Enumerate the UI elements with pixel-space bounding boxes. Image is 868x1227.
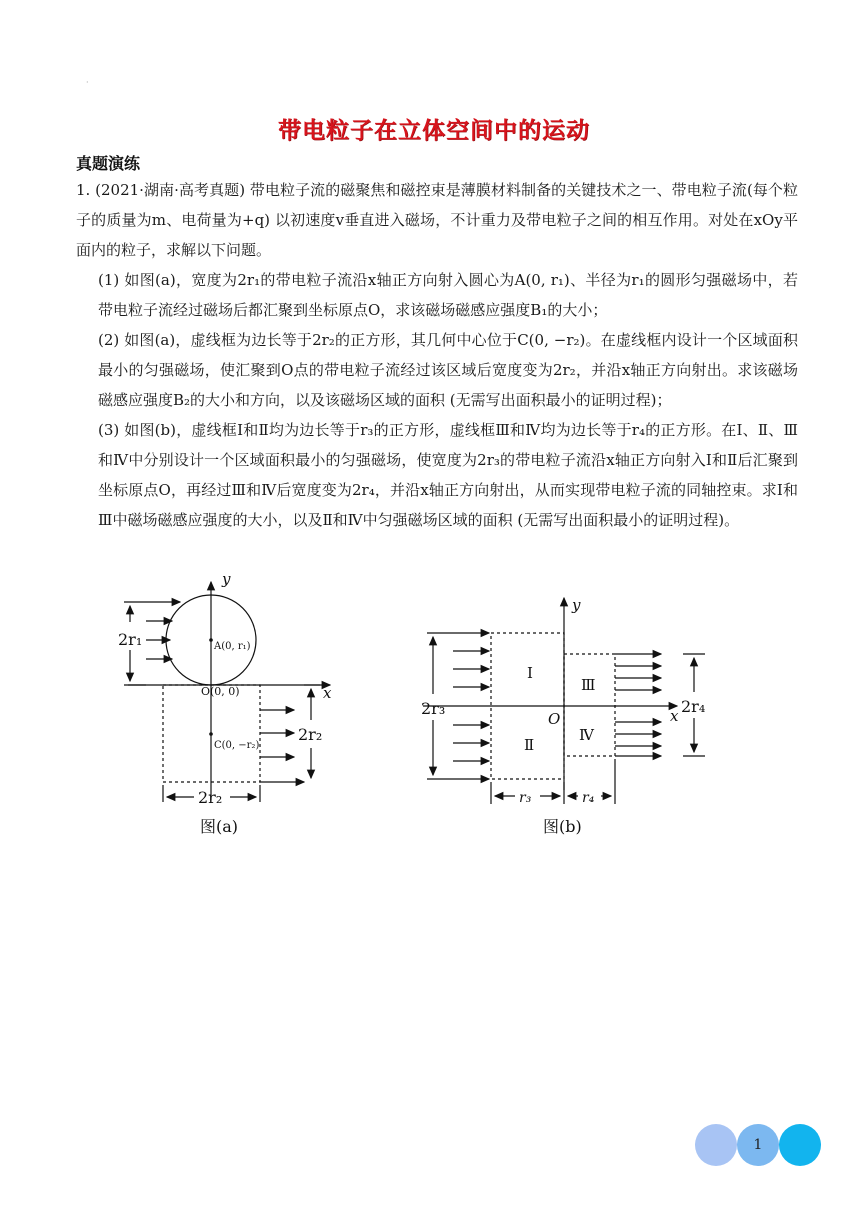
y-label-a: y <box>222 570 231 588</box>
figure-a <box>108 570 358 845</box>
region-1-label: Ⅰ <box>527 664 533 682</box>
dim-r4: r₄ <box>582 790 595 806</box>
origin-label-a: O(0, 0) <box>201 685 240 698</box>
question-number: 1. <box>76 181 91 199</box>
dim-r3: r₃ <box>519 790 532 806</box>
caption-b: 图(b) <box>543 817 582 836</box>
question-part-1: (1) 如图(a)，宽度为2r₁的带电粒子流沿x轴正方向射入圆心为A(0, r₁)、半径为r₁的圆形匀强磁场中，若带电粒子流经过磁场后都汇聚到坐标原点O，求该磁场磁感应强度B₁的大小； <box>98 271 798 319</box>
dim-2r3: 2r₃ <box>421 699 446 718</box>
x-label-a: x <box>323 684 332 702</box>
dim-2r2-bottom: 2r₂ <box>198 788 223 807</box>
point-c-label: C(0, −r₂) <box>214 740 260 751</box>
question-part-3: (3) 如图(b)，虚线框Ⅰ和Ⅱ均为边长等于r₃的正方形，虚线框Ⅲ和Ⅳ均为边长等于r₄的正方形。在Ⅰ、Ⅱ、Ⅲ和Ⅳ中分别设计一个区域面积最小的匀强磁场，使宽度为2r₃的带电粒子流沿x轴正方向射入Ⅰ和Ⅱ后汇聚到坐标原点O，再经过Ⅲ和Ⅳ后宽度变为2r₄，并沿x轴正方向射出，从而实现带电粒子流的同轴控束。求Ⅰ和Ⅲ中磁场磁感应强度的大小，以及Ⅱ和Ⅳ中匀强磁场区域的面积 (无需写出面积最小的证明过程)。 <box>98 421 798 529</box>
page-badge <box>695 1122 823 1168</box>
badge-dot-left <box>695 1124 737 1166</box>
page-title: 带电粒子在立体空间中的运动 <box>278 118 590 144</box>
dim-2r1: 2r₁ <box>118 630 143 649</box>
region-3-label: Ⅲ <box>581 676 596 694</box>
figure-b <box>415 590 715 845</box>
page-number: 1 <box>753 1137 763 1153</box>
question-intro <box>76 175 798 265</box>
region-4-label: Ⅳ <box>579 726 594 744</box>
origin-label-b: O <box>548 710 561 728</box>
corner-mark: · <box>86 78 89 87</box>
dim-2r4: 2r₄ <box>681 697 706 716</box>
question-intro-text: (2021·湖南·高考真题) 带电粒子流的磁聚焦和磁控束是薄膜材料制备的关键技术之一、带电粒子流(每个粒子的质量为m、电荷量为+q) 以初速度v垂直进入磁场，不计重力及带电粒子之间的相互作用。对处在xOy平面内的粒子，求解以下问题。 <box>76 181 798 259</box>
y-label-b: y <box>572 596 581 614</box>
section-title: 真题演练 <box>76 154 141 173</box>
point-a-label: A(0, r₁) <box>214 641 251 652</box>
badge-dot-right <box>779 1124 821 1166</box>
question-part-2: (2) 如图(a)，虚线框为边长等于2r₂的正方形，其几何中心位于C(0, −r₂)。在虚线框内设计一个区域面积最小的匀强磁场，使汇聚到O点的带电粒子流经过该区域后宽度变为2r₂，并沿x轴正方向射出。求该磁场磁感应强度B₂的大小和方向，以及该磁场区域的面积 (无需写出面积最小的证明过程)； <box>98 331 798 409</box>
region-2-label: Ⅱ <box>524 736 535 754</box>
x-label-b: x <box>670 707 679 725</box>
dim-2r2-right: 2r₂ <box>298 725 323 744</box>
caption-a: 图(a) <box>200 817 239 836</box>
